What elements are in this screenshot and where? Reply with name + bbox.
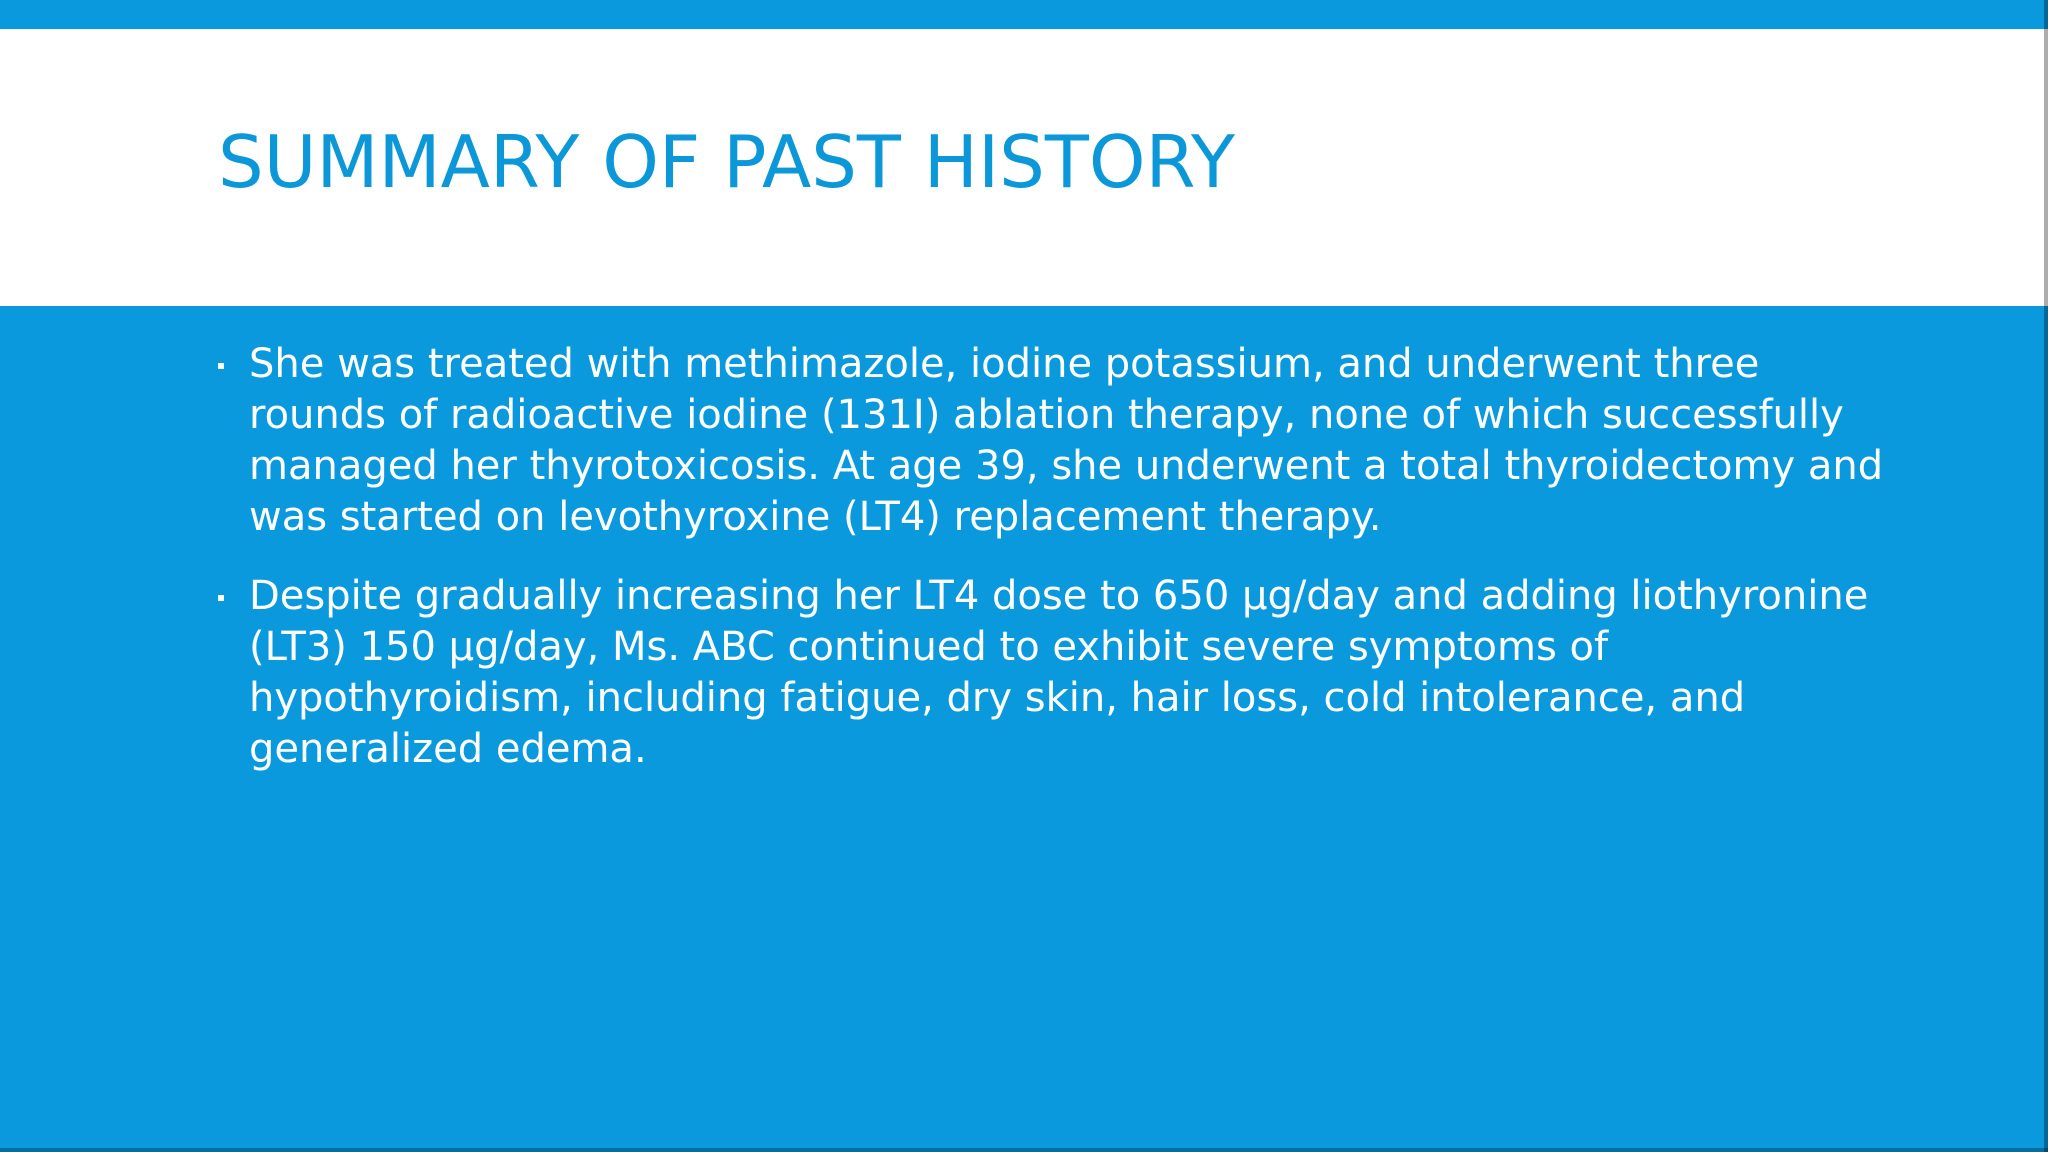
bullet-line: hypothyroidism, including fatigue, dry skin, hair loss, cold intolerance, and bbox=[249, 675, 1746, 721]
bullet-line: generalized edema. bbox=[249, 726, 647, 772]
bullet-line: (LT3) 150 µg/day, Ms. ABC continued to exhibit severe symptoms of bbox=[249, 624, 1609, 670]
bullet-line: rounds of radioactive iodine (131I) ablation therapy, none of which successfully bbox=[249, 392, 1844, 438]
bullet-item-hypothyroidism-symptoms bbox=[218, 571, 1869, 775]
top-accent-band bbox=[0, 0, 2048, 29]
square-bullet-icon bbox=[218, 595, 224, 601]
bullet-line: managed her thyrotoxicosis. At age 39, she underwent a total thyroidectomy and bbox=[249, 443, 1884, 489]
bullet-line: She was treated with methimazole, iodine potassium, and underwent three bbox=[249, 341, 1760, 387]
bullet-line: Despite gradually increasing her LT4 dose to 650 µg/day and adding liothyronine bbox=[249, 573, 1869, 619]
bullet-item-treatment-history bbox=[218, 339, 1884, 543]
bullet-list bbox=[218, 339, 1884, 803]
bottom-edge-shadow bbox=[0, 1148, 2048, 1152]
bullet-line: was started on levothyroxine (LT4) replacement therapy. bbox=[249, 494, 1382, 540]
square-bullet-icon bbox=[218, 363, 224, 369]
slide-title: SUMMARY OF PAST HISTORY bbox=[218, 120, 1235, 204]
right-edge-shadow bbox=[2044, 0, 2048, 1152]
